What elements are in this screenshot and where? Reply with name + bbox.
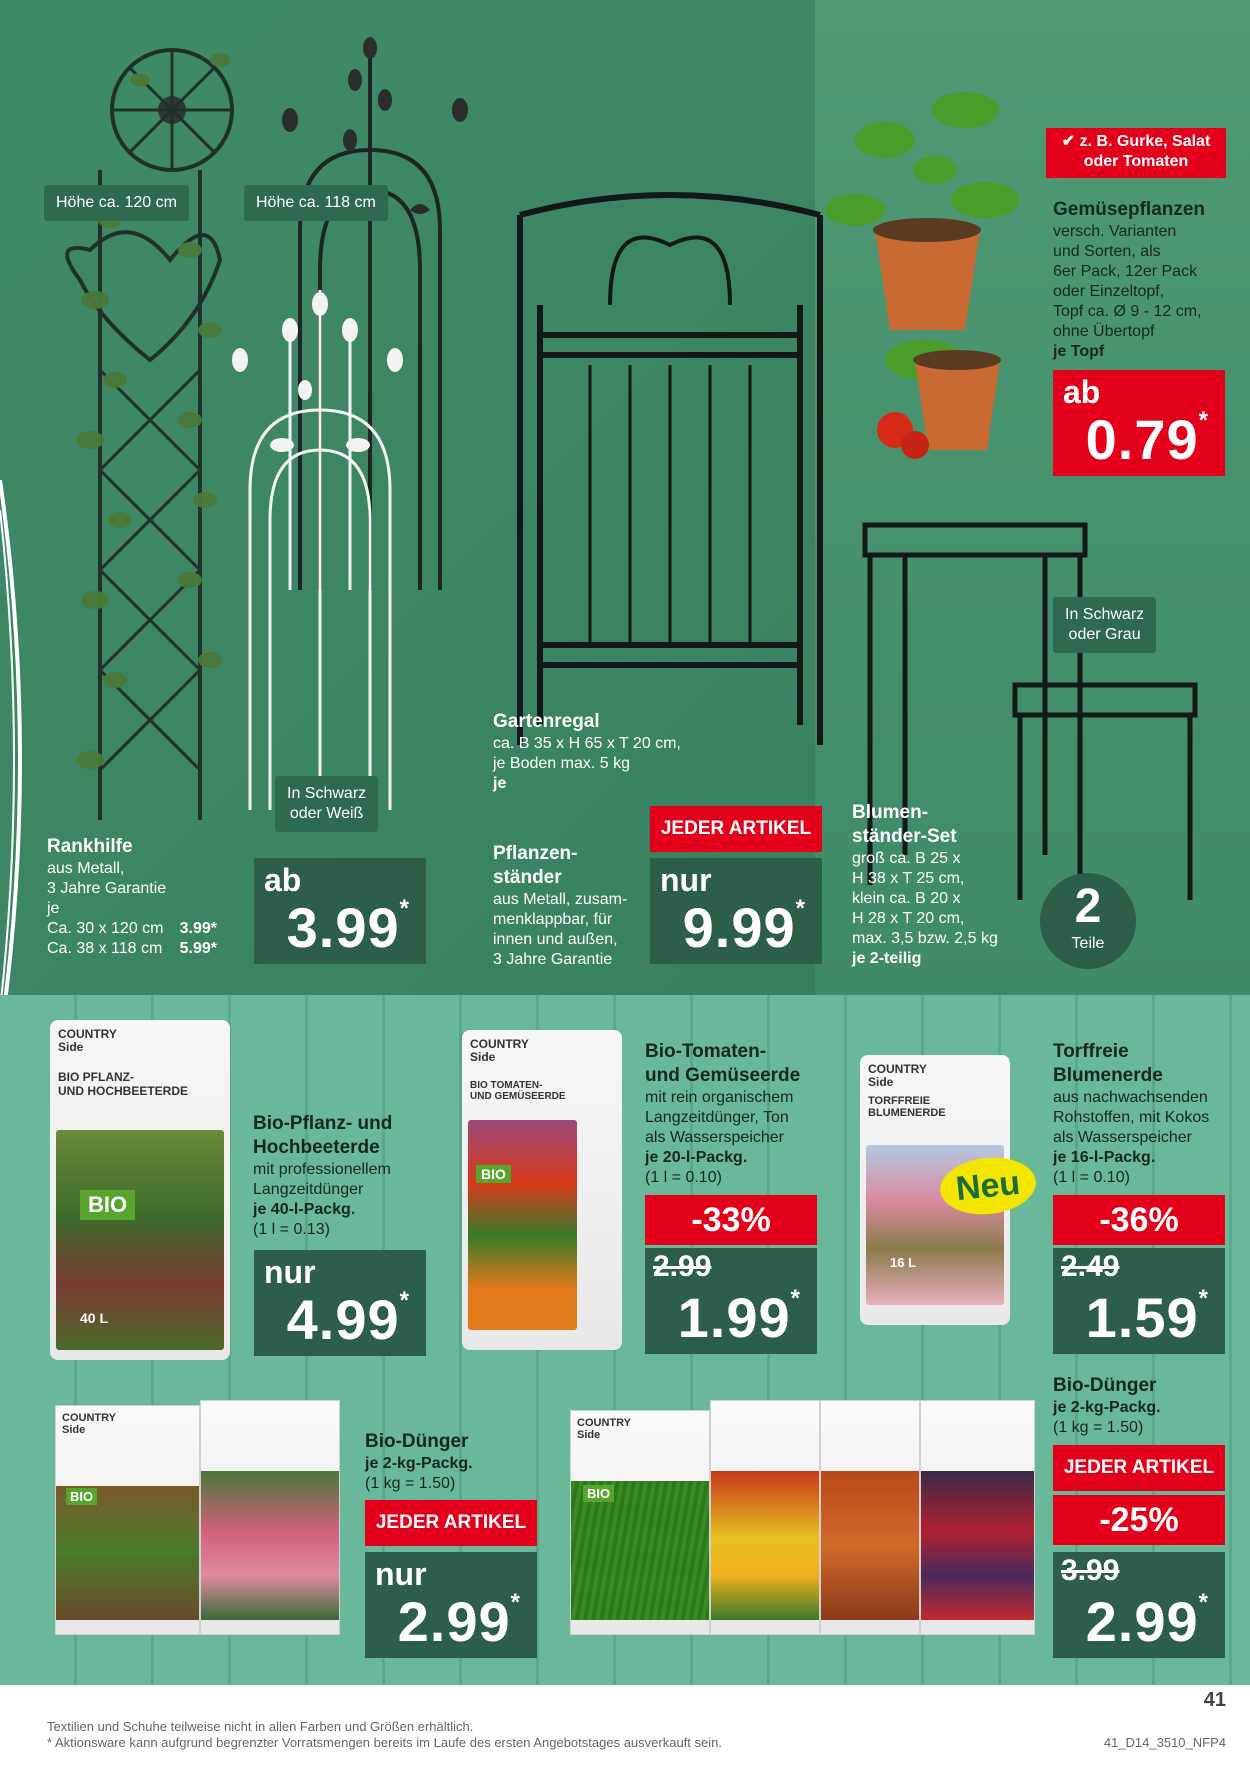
- old-price: 2.49: [1061, 1250, 1120, 1283]
- teile-badge: 2 Teile: [1040, 873, 1136, 969]
- gemuesepflanzen-info: [1053, 198, 1205, 362]
- price-value: 4.99*: [286, 1287, 410, 1351]
- product-base-price: (1 l = 0.10): [1053, 1168, 1130, 1186]
- duenger-right-tag: JEDER ARTIKEL: [1053, 1445, 1225, 1491]
- product-unit: je 16-l-Packg.: [1053, 1148, 1156, 1166]
- product-desc: mit professionellem Langzeitdünger: [253, 1160, 391, 1198]
- bag-picture: [468, 1120, 577, 1330]
- product-desc: mit rein organischem Langzeitdünger, Ton als Wasserspeicher: [645, 1088, 794, 1146]
- badge-hoehe-120: Höhe ca. 120 cm: [44, 185, 189, 221]
- product-base-price: (1 l = 0.13): [253, 1220, 330, 1238]
- old-price: 2.99: [653, 1250, 712, 1283]
- old-price: 3.99: [1061, 1554, 1120, 1587]
- bag-size: 40 L: [80, 1310, 109, 1326]
- product-unit: je 40-l-Packg.: [253, 1200, 356, 1218]
- pflanzenstaender-tag: JEDER ARTIKEL: [650, 806, 822, 852]
- gemuesepflanzen-pricebox: [1053, 370, 1225, 476]
- price-prefix: ab: [264, 862, 302, 898]
- bag-title: TORFFREIE BLUMENERDE: [868, 1095, 946, 1119]
- price-prefix: ab: [1063, 374, 1101, 410]
- badge-schwarz-grau: In Schwarz oder Grau: [1053, 597, 1156, 653]
- product-name: Bio-Tomaten- und Gemüseerde: [645, 1041, 801, 1086]
- variant-30-120: Ca. 30 x 120 cm 3.99*: [47, 919, 217, 937]
- bag-brand: COUNTRY Side: [868, 1062, 927, 1090]
- product-base-price: (1 kg = 1.50): [1053, 1418, 1144, 1436]
- product-name: Torffreie Blumenerde: [1053, 1041, 1163, 1086]
- price-value: 1.59*: [1085, 1285, 1209, 1349]
- product-name: Blumen- ständer-Set: [852, 802, 957, 847]
- box-brand: COUNTRY Side: [62, 1412, 116, 1437]
- box-brand: COUNTRY Side: [577, 1417, 631, 1442]
- footer: [0, 1685, 1250, 1768]
- product-desc: versch. Varianten und Sorten, als 6er Pack, 12er Pack oder Einzeltopf, Topf ca. Ø 9 - 12 cm, ohne Übertopf: [1053, 222, 1202, 340]
- product-name: Gemüsepflanzen: [1053, 199, 1206, 220]
- product-desc: aus nachwachsenden Rohstoffen, mit Kokos als Wasserspeicher: [1053, 1088, 1210, 1146]
- bag-title: BIO PFLANZ- UND HOCHBEETERDE: [58, 1070, 189, 1098]
- duenger-left-pricebox: [365, 1552, 537, 1658]
- decor-arc: [0, 480, 40, 1040]
- product-unit: je 20-l-Packg.: [645, 1148, 748, 1166]
- box-bio: BIO: [583, 1485, 614, 1502]
- tomatenerde-discount: -33%: [645, 1195, 817, 1245]
- duenger-right-pricebox: [1053, 1552, 1225, 1658]
- bag-size: 16 L: [890, 1255, 917, 1270]
- price-value: 9.99*: [682, 895, 806, 959]
- product-name: Pflanzen- ständer: [493, 843, 578, 888]
- rankhilfe-image: [40, 20, 240, 840]
- product-name: Bio-Pflanz- und Hochbeeterde: [253, 1113, 393, 1158]
- box-picture: [201, 1471, 339, 1620]
- box-picture: [56, 1486, 199, 1620]
- rankhilfe-pricebox: [254, 858, 426, 964]
- price-prefix: nur: [375, 1556, 427, 1592]
- gartenregal-info: [493, 710, 681, 794]
- bag-brand: COUNTRY Side: [470, 1037, 529, 1065]
- product-unit: je 2-kg-Packg.: [365, 1454, 473, 1472]
- pflanzerde-bag: [50, 1020, 230, 1360]
- product-name: Gartenregal: [493, 711, 600, 732]
- pflanzerde-info: [253, 1112, 392, 1240]
- blumenerde-discount: -36%: [1053, 1195, 1225, 1245]
- badge-schwarz-weiss: In Schwarz oder Weiß: [275, 776, 378, 832]
- box-picture: [821, 1471, 919, 1620]
- gartenregal-image: [500, 185, 840, 750]
- gemuesepflanzen-image: [815, 60, 1045, 480]
- product-base-price: (1 l = 0.10): [645, 1168, 722, 1186]
- price-value: 1.99*: [677, 1285, 801, 1349]
- tomatenerde-bag: [462, 1030, 622, 1350]
- product-desc: aus Metall, 3 Jahre Garantie je: [47, 859, 167, 917]
- product-unit: je 2-teilig: [852, 949, 922, 967]
- product-base-price: (1 kg = 1.50): [365, 1474, 456, 1492]
- price-value: 2.99*: [397, 1589, 521, 1653]
- price-value: 3.99*: [286, 895, 410, 959]
- badge-hoehe-118: Höhe ca. 118 cm: [244, 185, 388, 221]
- bag-bio: BIO: [476, 1165, 511, 1183]
- product-unit: je: [493, 774, 507, 792]
- footer-code: 41_D14_3510_NFP4: [1103, 1735, 1226, 1750]
- badge-gurke-salat: ✔ z. B. Gurke, Salat oder Tomaten: [1046, 128, 1226, 178]
- price-prefix: nur: [660, 862, 712, 898]
- blumenstaender-info: [852, 801, 998, 969]
- duenger-left-tag: JEDER ARTIKEL: [365, 1500, 537, 1546]
- price-value: 0.79*: [1085, 407, 1209, 471]
- page-number: 41: [1203, 1689, 1226, 1711]
- duenger-right-info: [1053, 1374, 1161, 1438]
- blumenerde-info: [1053, 1040, 1209, 1188]
- product-desc: aus Metall, zusam- menklappbar, für innen und außen, 3 Jahre Garantie: [493, 890, 628, 968]
- tomatenerde-pricebox: [645, 1248, 817, 1354]
- duenger-box-gemuese: [820, 1400, 920, 1635]
- bag-brand: COUNTRY Side: [58, 1027, 117, 1055]
- product-name: Bio-Dünger: [1053, 1375, 1157, 1396]
- duenger-left-info: [365, 1430, 473, 1494]
- price-value: 2.99*: [1085, 1589, 1209, 1653]
- product-unit: je Topf: [1053, 342, 1105, 360]
- footer-note-2: * Aktionsware kann aufgrund begrenzter Vorratsmengen bereits im Laufe des ersten Angebotstages ausverkauft sein.: [47, 1735, 722, 1750]
- footer-note-1: Textilien und Schuhe teilweise nicht in allen Farben und Größen erhältlich.: [47, 1719, 474, 1734]
- bag-title: BIO TOMATEN- UND GEMÜSEERDE: [470, 1080, 566, 1102]
- duenger-box-rosen: [200, 1400, 340, 1635]
- box-bio: BIO: [66, 1488, 97, 1505]
- rankhilfe-info: [47, 835, 217, 959]
- duenger-right-discount: -25%: [1053, 1495, 1225, 1545]
- duenger-box-rasen: [570, 1410, 710, 1635]
- bag-bio: BIO: [80, 1190, 135, 1220]
- box-picture: [921, 1471, 1034, 1620]
- duenger-box-tomaten: [710, 1400, 820, 1635]
- price-prefix: nur: [264, 1254, 316, 1290]
- pflanzerde-pricebox: [254, 1250, 426, 1356]
- pflanzenstaender-pricebox: [650, 858, 822, 964]
- pflanzenstaender-info: [493, 842, 627, 970]
- product-name: Bio-Dünger: [365, 1431, 469, 1452]
- variant-38-118: Ca. 38 x 118 cm 5.99*: [47, 939, 217, 957]
- duenger-box-hochbeet: [55, 1405, 200, 1635]
- tomatenerde-info: [645, 1040, 800, 1188]
- product-desc: ca. B 35 x H 65 x T 20 cm, je Boden max. 5 kg: [493, 734, 681, 772]
- rankhilfe-white-image: [230, 290, 410, 810]
- neu-badge: Neu: [937, 1153, 1038, 1219]
- blumenerde-pricebox: [1053, 1248, 1225, 1354]
- product-name: Rankhilfe: [47, 836, 133, 857]
- box-picture: [711, 1471, 819, 1620]
- product-unit: je 2-kg-Packg.: [1053, 1398, 1161, 1416]
- duenger-box-beeren: [920, 1400, 1035, 1635]
- product-desc: groß ca. B 25 x H 38 x T 25 cm, klein ca. B 20 x H 28 x T 20 cm, max. 3,5 bzw. 2,5 kg: [852, 849, 998, 947]
